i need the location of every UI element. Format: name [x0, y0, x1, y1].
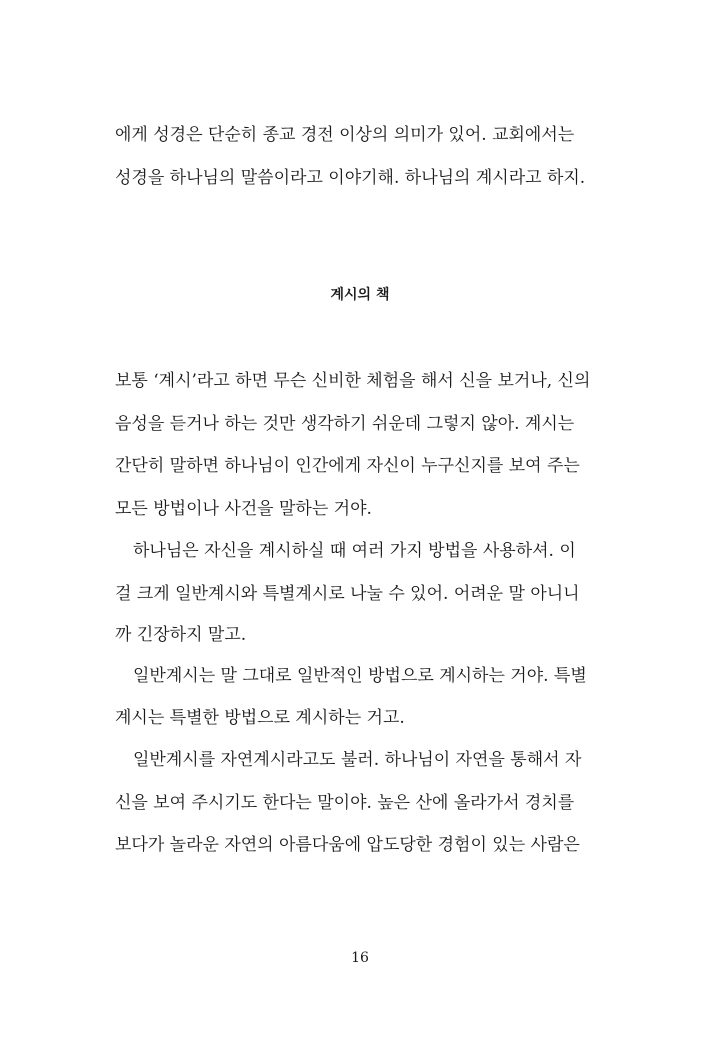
body-line-4: 모든 방법이나 사건을 말하는 거야. [115, 499, 372, 519]
intro-line-2: 성경을 하나님의 말씀이라고 이야기해. 하나님의 계시라고 하지. [115, 168, 586, 188]
intro-line-1: 에게 성경은 단순히 종교 경전 이상의 의미가 있어. 교회에서는 [115, 125, 575, 145]
body-line-11: 신을 보여 주시기도 한다는 말이야. 높은 산에 올라가서 경치를 [115, 793, 575, 813]
body-line-7: 까 긴장하지 말고. [115, 625, 247, 645]
body-line-9: 계시는 특별한 방법으로 계시하는 거고. [115, 708, 405, 728]
body-line-1: 보통 ‘계시’라고 하면 무슨 신비한 체험을 해서 신을 보거나, 신의 [115, 371, 591, 391]
body-line-10: 일반계시를 자연계시라고도 불러. 하나님이 자연을 통해서 자 [133, 750, 582, 770]
body-line-2: 음성을 듣거나 하는 것만 생각하기 쉬운데 그렇지 않아. 계시는 [115, 414, 575, 434]
body-line-8: 일반계시는 말 그대로 일반적인 방법으로 계시하는 거야. 특별 [133, 666, 587, 686]
page-number: 16 [351, 950, 369, 966]
section-heading: 계시의 책 [330, 286, 390, 303]
body-line-3: 간단히 말하면 하나님이 인간에게 자신이 누구신지를 보여 주는 [115, 456, 580, 476]
body-line-12: 보다가 놀라운 자연의 아름다움에 압도당한 경험이 있는 사람은 [115, 835, 580, 855]
body-line-5: 하나님은 자신을 계시하실 때 여러 가지 방법을 사용하셔. 이 [133, 541, 576, 561]
body-line-6: 걸 크게 일반계시와 특별계시로 나눌 수 있어. 어려운 말 아니니 [115, 584, 580, 604]
